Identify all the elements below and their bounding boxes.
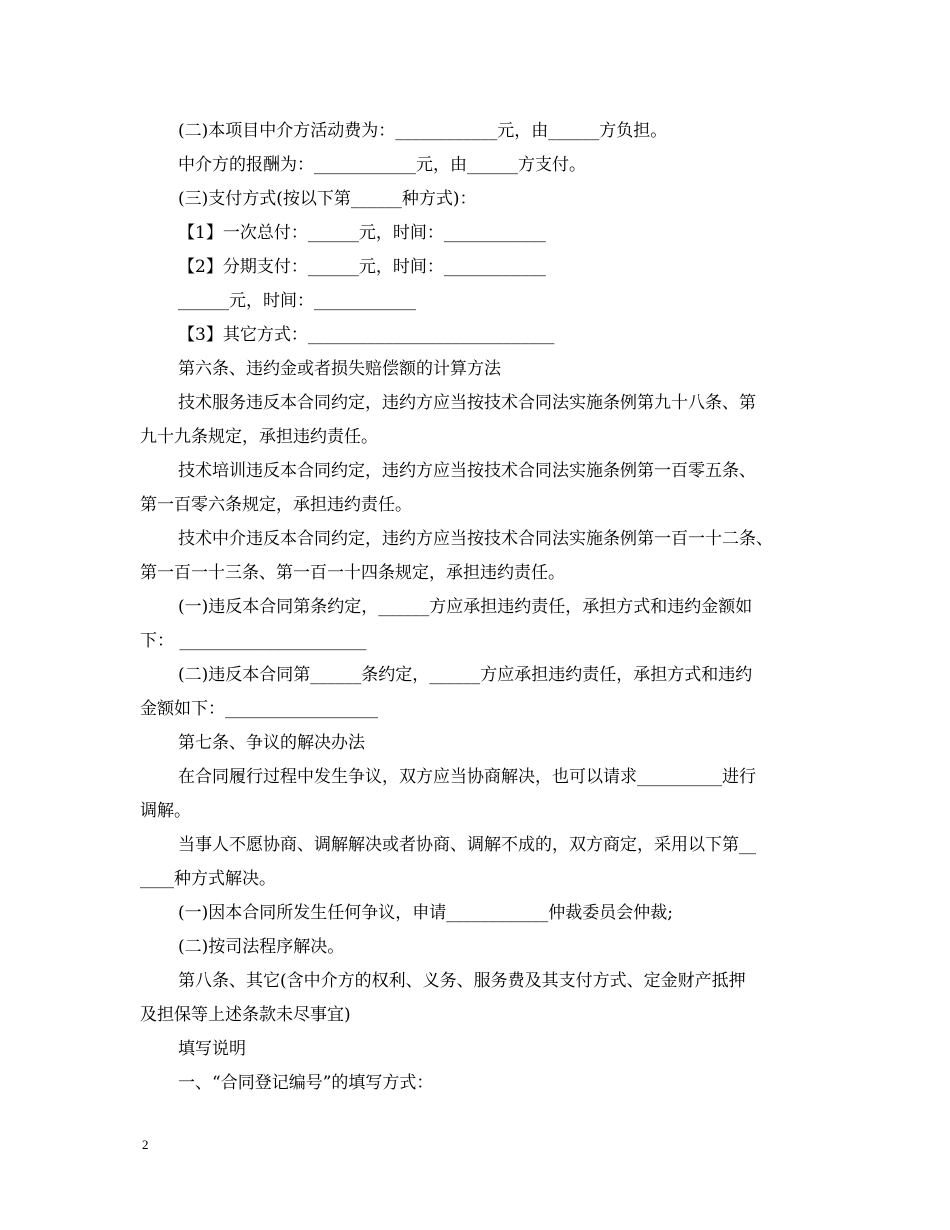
text-line: 当事人不愿协商、调解解决或者协商、调解不成的，双方商定，采用以下第__ [178, 835, 756, 855]
text-line: 技术中介违反本合同约定，违约方应当按技术合同法实施条例第一百一十二条、 [178, 529, 773, 549]
text-line: 中介方的报酬为：____________元，由______方支付。 [178, 155, 586, 175]
text-line: 九十九条规定，承担违约责任。 [140, 427, 378, 447]
text-line: 调解。 [140, 801, 191, 821]
section-heading: 第七条、争议的解决办法 [178, 733, 365, 753]
text-line: (二)本项目中介方活动费为：____________元，由______方负担。 [178, 121, 668, 141]
section-heading: 第六条、违约金或者损失赔偿额的计算方法 [178, 359, 501, 379]
text-line: ____种方式解决。 [140, 869, 276, 889]
text-line: 【3】其它方式：_____________________________ [178, 325, 555, 345]
text-line: 技术服务违反本合同约定，违约方应当按技术合同法实施条例第九十八条、第 [178, 393, 756, 413]
text-line: 第一百一十三条、第一百一十四条规定，承担违约责任。 [140, 563, 565, 583]
section-heading: 第八条、其它(含中介方的权利、义务、服务费及其支付方式、定金财产抵押 [178, 971, 746, 991]
text-line: (三)支付方式(按以下第______种方式)： [178, 189, 477, 209]
page-number: 2 [142, 1137, 149, 1152]
text-line: ______元，时间：____________ [178, 291, 416, 311]
text-line: 【2】分期支付：______元，时间：____________ [178, 257, 546, 277]
text-line: 金额如下：__________________ [140, 699, 378, 719]
section-heading: 填写说明 [178, 1039, 246, 1059]
text-line: 【1】一次总付：______元，时间：____________ [178, 223, 546, 243]
text-line: 一、“合同登记编号”的填写方式： [178, 1073, 434, 1093]
text-line: 下： ______________________ [140, 631, 367, 651]
text-line: 技术培训违反本合同约定，违约方应当按技术合同法实施条例第一百零五条、 [178, 461, 756, 481]
text-line: 第一百零六条规定，承担违约责任。 [140, 495, 412, 515]
text-line: (一)因本合同所发生任何争议，申请____________仲裁委员会仲裁; [178, 903, 673, 923]
text-line: (二)按司法程序解决。 [178, 937, 345, 957]
text-line: 在合同履行过程中发生争议，双方应当协商解决，也可以请求__________进行 [178, 767, 756, 787]
text-line: 及担保等上述条款未尽事宜) [140, 1005, 351, 1025]
text-line: (一)违反本合同第条约定，______方应承担违约责任，承担方式和违约金额如 [178, 597, 753, 617]
text-line: (二)违反本合同第______条约定，______方应承担违约责任，承担方式和违约 [178, 665, 753, 685]
